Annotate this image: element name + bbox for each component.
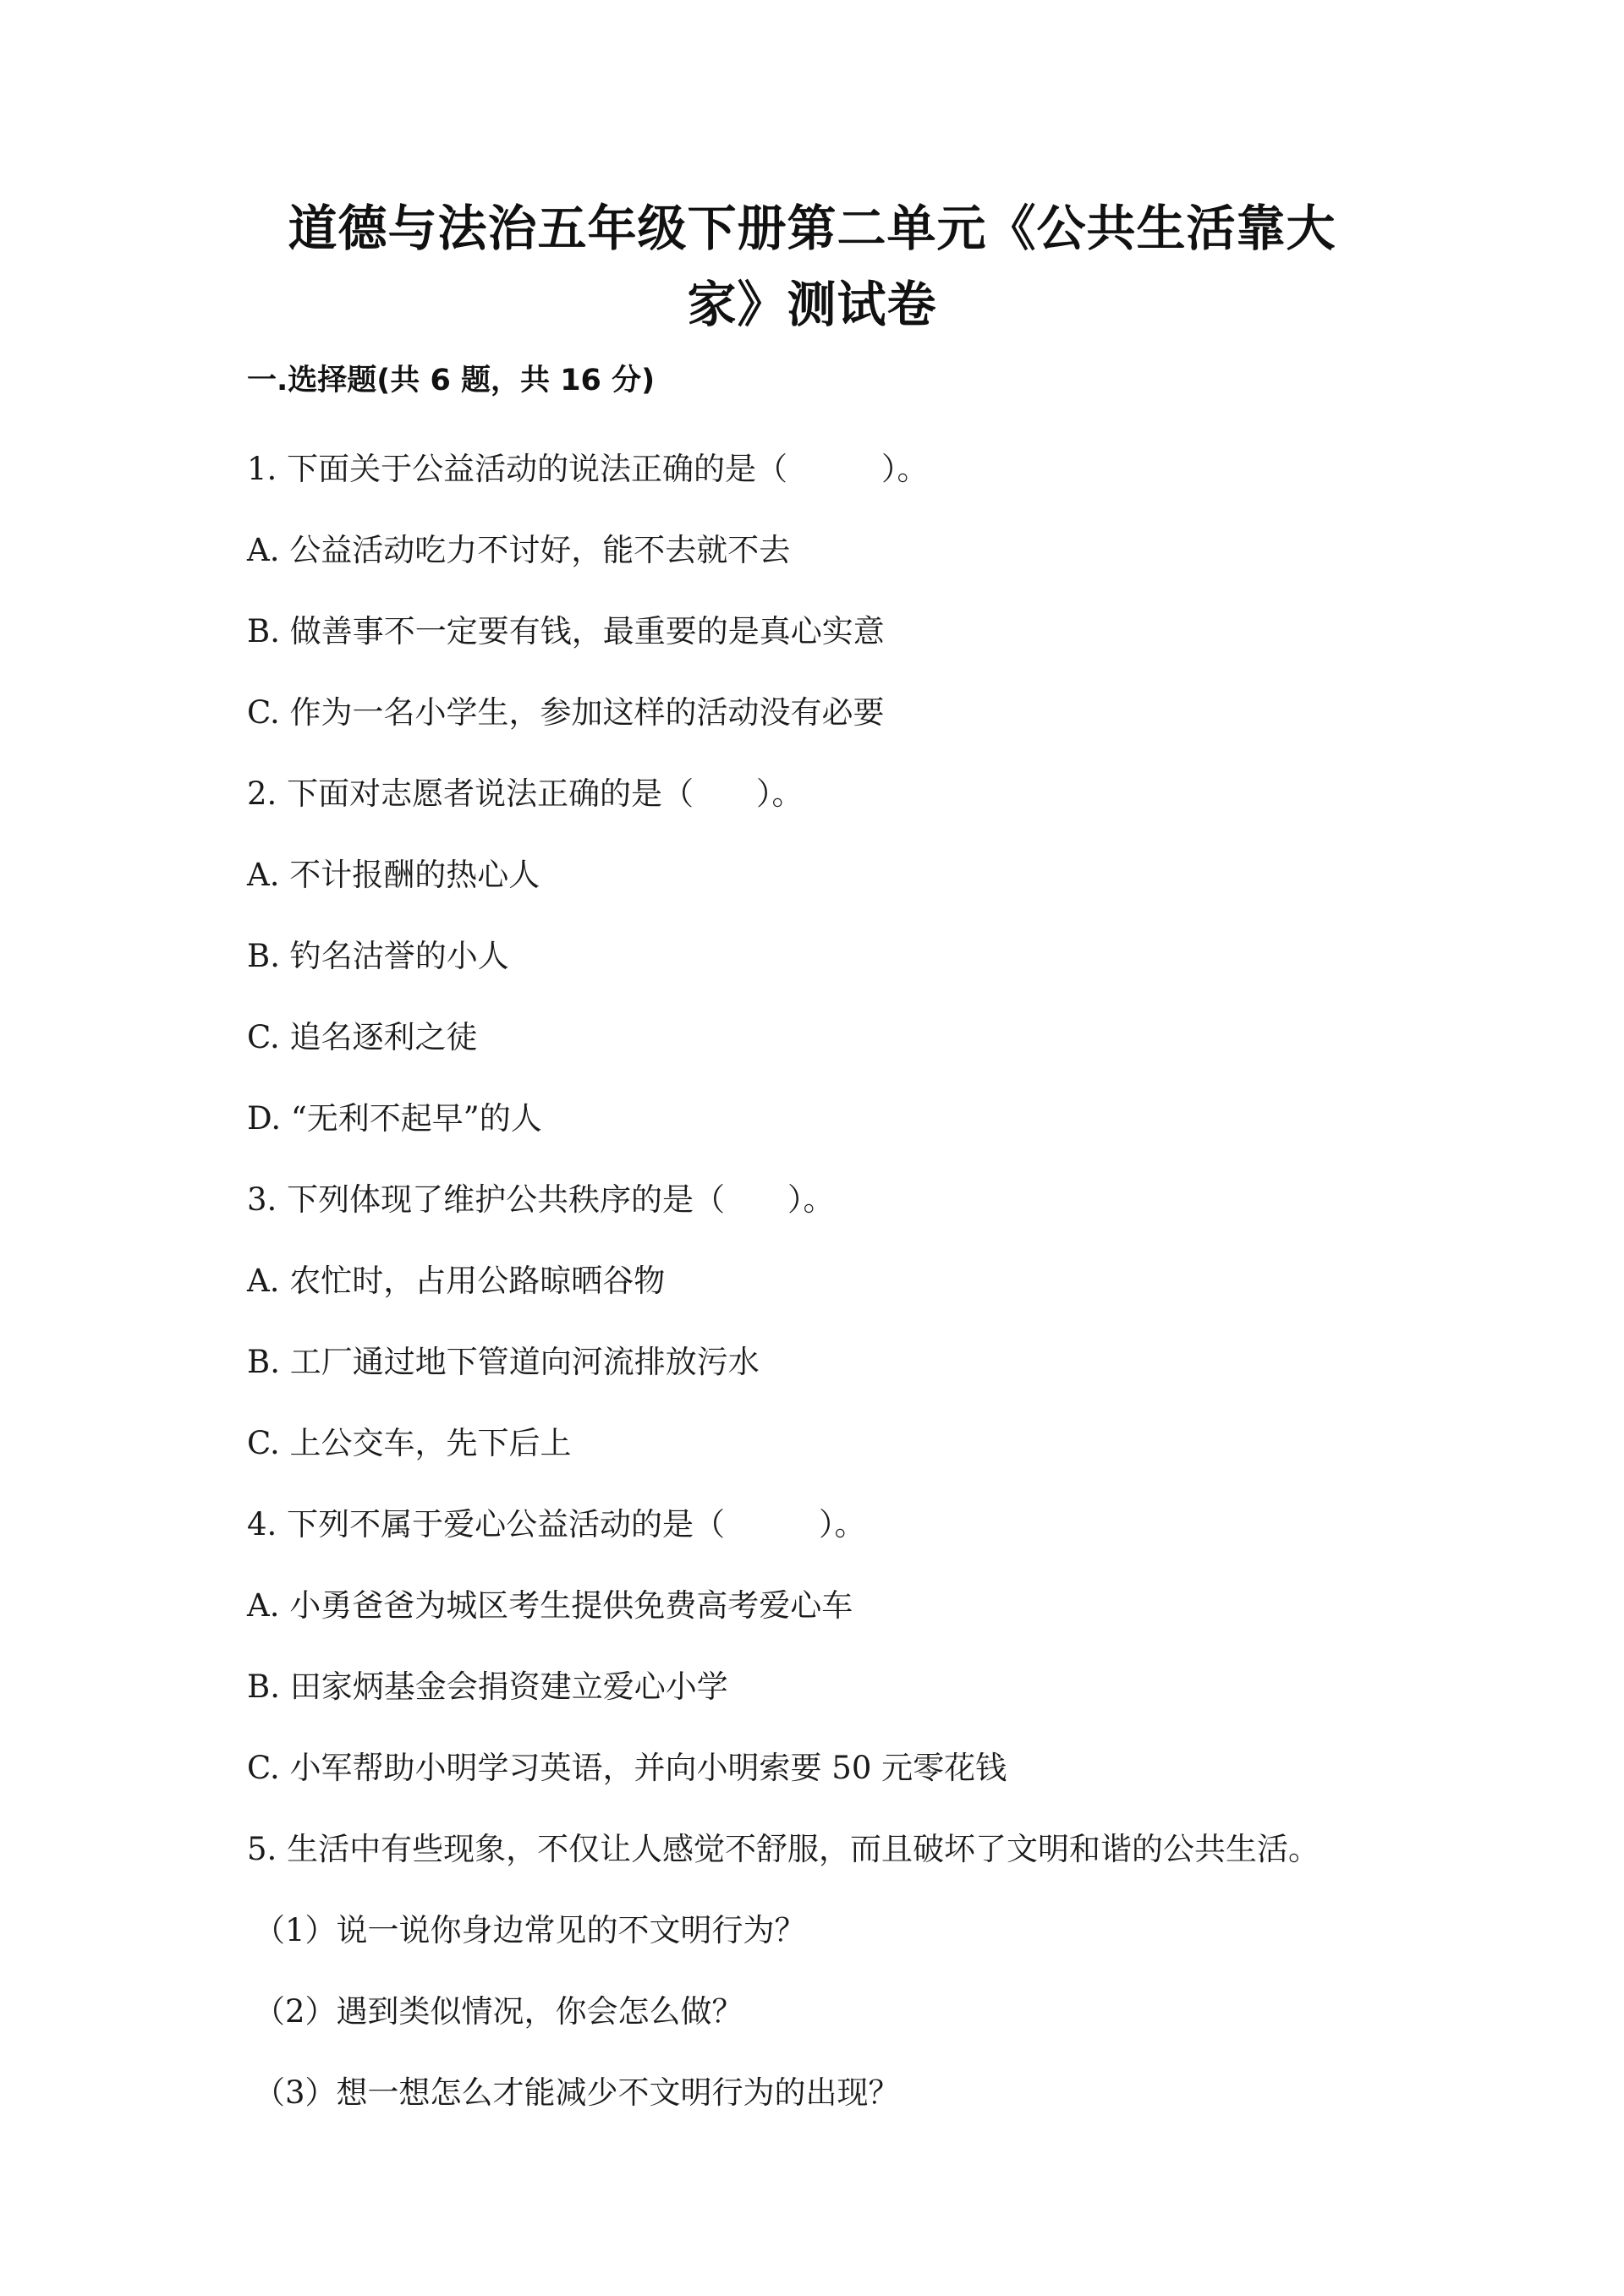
question-2-option-c: C. 追名逐利之徒 [247,1019,478,1055]
question-1-option-a: A. 公益活动吃力不讨好，能不去就不去 [247,532,791,568]
question-3-stem: 3. 下列体现了维护公共秩序的是（ ）。 [247,1181,835,1218]
question-1-option-b: B. 做善事不一定要有钱，最重要的是真心实意 [247,613,885,649]
question-4-option-a: A. 小勇爸爸为城区考生提供免费高考爱心车 [247,1587,853,1624]
page-title [245,190,1379,342]
question-4-option-b: B. 田家炳基金会捐资建立爱心小学 [247,1669,728,1705]
question-5-stem: 5. 生活中有些现象，不仅让人感觉不舒服，而且破坏了文明和谐的公共生活。 [247,1831,1320,1867]
title-line-2: 家》测试卷 [687,276,937,333]
question-5-part-3: （3）想一想怎么才能减少不文明行为的出现？ [254,2074,900,2111]
question-3-option-a: A. 农忙时，占用公路晾晒谷物 [247,1263,666,1299]
question-4-stem: 4. 下列不属于爱心公益活动的是（ ）。 [247,1506,866,1543]
question-4-option-c: C. 小军帮助小明学习英语，并向小明索要 50 元零花钱 [247,1750,1007,1786]
question-1-stem: 1. 下面关于公益活动的说法正确的是（ ）。 [247,451,929,487]
section-heading: 一.选择题(共 6 题，共 16 分) [247,364,656,397]
question-2-option-d: D. “无利不起早”的人 [247,1100,542,1137]
question-3-option-b: B. 工厂通过地下管道向河流排放污水 [247,1344,760,1380]
question-1-option-c: C. 作为一名小学生，参加这样的活动没有必要 [247,694,885,731]
question-5-part-1: （1）说一说你身边常见的不文明行为？ [254,1912,806,1948]
question-2-option-b: B. 钓名沽誉的小人 [247,938,509,974]
question-5-part-2: （2）遇到类似情况，你会怎么做？ [254,1993,743,2030]
question-2-option-a: A. 不计报酬的热心人 [247,857,540,893]
title-line-1: 道德与法治五年级下册第二单元《公共生活靠大 [288,200,1336,257]
question-2-stem: 2. 下面对志愿者说法正确的是（ ）。 [247,775,804,812]
question-3-option-c: C. 上公交车，先下后上 [247,1425,572,1461]
